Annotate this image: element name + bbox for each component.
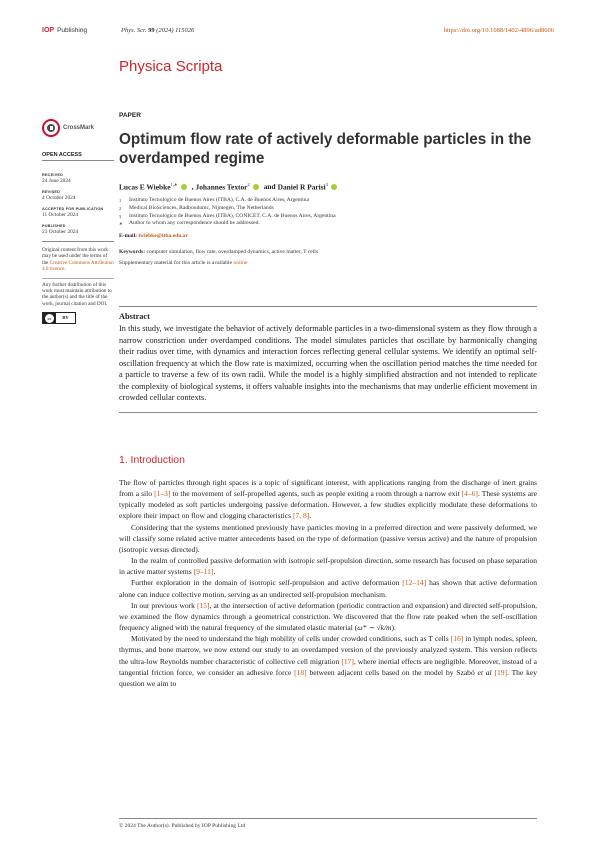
date-value: 24 June 2024 bbox=[42, 178, 71, 184]
article-title: Optimum flow rate of actively deformable particles in the overdamped regime bbox=[119, 131, 532, 167]
citation-ref[interactable]: [18] bbox=[294, 667, 307, 677]
paragraph: Motivated by the need to understand the high mobility of cells under crowded conditions, such as T cells [16] in lymph nodes, spleen, thymus, and bone marrow, we now extend our study to an overdamped version of the previously analyzed system. This version reflects the ultra-low Reynolds number characteristic of collective cell migration [17], where inertial effects are negligible. Moreover, instead of a tangential friction force, we consider an adhesive force [18] between adjacent cells based on the model by Szabó et al [19]. The key question we aim to bbox=[119, 634, 538, 688]
license-link[interactable]: Creative Commons Attribution 4.0 licence bbox=[42, 259, 114, 273]
paragraph: Considering that the systems mentioned previously have particles moving in a preferred direction and were passively deformed, we will classify some related active matter antecedents based on the type of deformation (passive versus active) and the nature of propulsion (isotropic versus directed). bbox=[119, 522, 537, 554]
publisher-logo[interactable] bbox=[42, 27, 87, 34]
date-label: RECEIVED bbox=[42, 173, 64, 177]
citation-ref[interactable]: [15] bbox=[197, 600, 210, 610]
journal-name[interactable]: Physica Scripta bbox=[119, 58, 223, 75]
citation-ref[interactable]: [9–11] bbox=[193, 567, 214, 577]
citation-ref[interactable]: [17] bbox=[341, 656, 354, 666]
introduction-body bbox=[119, 477, 537, 689]
affiliations bbox=[119, 197, 537, 227]
affiliation: ∗ Author to whom any correspondence should be addressed. bbox=[119, 220, 260, 227]
citation-volume: 99 bbox=[148, 27, 155, 34]
orcid-icon[interactable] bbox=[331, 184, 337, 190]
date-label: PUBLISHED bbox=[42, 224, 66, 228]
supplementary-line bbox=[119, 260, 537, 266]
iop-logo-text: IOP bbox=[42, 27, 55, 34]
email-label: E-mail: bbox=[119, 232, 138, 239]
sidebar bbox=[42, 115, 114, 324]
abstract bbox=[119, 306, 537, 413]
paragraph: In the realm of controlled passive deformation with isotropic self-propulsion direction, some research has focused on phase separation in active matter systems [9–11]. bbox=[119, 556, 537, 577]
cc-by-badge[interactable] bbox=[42, 312, 76, 324]
citation-ref[interactable]: [16] bbox=[450, 634, 464, 644]
citation-ref[interactable]: [1–3] bbox=[154, 489, 171, 499]
date-label: REVISED bbox=[42, 190, 61, 194]
date-value: 23 October 2024 bbox=[42, 229, 79, 235]
affiliation: 3 Instituto Tecnológico de Buenos Aires (ITBA), CONICET, C.A. de Buenos Aires, Argentina bbox=[119, 212, 336, 219]
author-name[interactable]: Lucas E Wiebke$^{1,∗}$ bbox=[119, 182, 178, 192]
license-notice bbox=[42, 241, 114, 324]
citation-journal: Phys. Scr. bbox=[121, 27, 147, 34]
doi-link[interactable]: https://doi.org/10.1088/1402-4896/ad8606 bbox=[443, 27, 554, 34]
keywords-label: Keywords: bbox=[119, 248, 146, 255]
by-icon: BY bbox=[56, 313, 75, 323]
author-separator: and bbox=[263, 182, 276, 192]
copyright-footer: © 2024 The Author(s). Published by IOP Publishing Ltd bbox=[119, 818, 537, 829]
page-header bbox=[42, 27, 554, 39]
email-link[interactable]: lwiebke@itba.edu.ar bbox=[138, 232, 189, 239]
abstract-title: Abstract bbox=[119, 312, 150, 321]
article-front-matter bbox=[119, 112, 537, 266]
citation-ref[interactable]: [19] bbox=[494, 667, 508, 677]
date-value: 11 October 2024 bbox=[42, 212, 79, 218]
citation bbox=[121, 27, 194, 34]
publication-dates bbox=[42, 173, 114, 235]
open-access-label: OPEN ACCESS bbox=[42, 152, 114, 161]
math-expression: ω* ∼ √k/m bbox=[357, 623, 392, 633]
crossmark-badge[interactable] bbox=[42, 119, 114, 137]
keywords: computer simulation, flow rate, overdamped dynamics, active matter, T cells bbox=[146, 248, 319, 255]
date-value: 4 October 2024 bbox=[42, 195, 76, 201]
orcid-icon[interactable] bbox=[253, 184, 259, 190]
author-name[interactable]: Daniel R Parisi$^3$ bbox=[277, 182, 328, 192]
paragraph: Further exploration in the domain of isotropic self-propulsion and active deformation [12–14] has shown that active deformation alone can induce collective motion, serving as an undirected self-propulsion mechanism. bbox=[119, 578, 537, 599]
author-list: Lucas E Wiebke$^{1,∗}$ , Johannes Textor$^2$ and Daniel R Parisi$^3$ bbox=[119, 182, 537, 191]
publisher-name: Publishing bbox=[57, 27, 88, 34]
author-name[interactable]: Johannes Textor$^2$ bbox=[195, 182, 250, 192]
supplementary-link[interactable]: online bbox=[233, 259, 248, 266]
article-type: PAPER bbox=[119, 112, 141, 119]
license-text: Original content from this work may be used under the terms of the bbox=[42, 247, 108, 266]
keywords-line bbox=[119, 249, 537, 255]
email-line bbox=[119, 233, 537, 239]
affiliation: 1 Instituto Tecnológico de Buenos Aires (ITBA), C.A. de Buenos Aires, Argentina bbox=[119, 197, 309, 204]
citation-ref[interactable]: [12–14] bbox=[402, 578, 427, 588]
license-paragraph: Original content from this work may be used under the terms of the Creative Commons Attribution 4.0 licence. bbox=[42, 247, 114, 273]
abstract-text: In this study, we investigate the behavior of actively deformable particles in a two-dimensional system as they flow through a narrow constriction under overdamped conditions. The model simulates particles that oscillate by harmonically changing their radius over time, with dynamics and interaction forces reflecting general cellular systems. We identify an optimal self-oscillation frequency at which the flow rate is maximized, occurring when the oscillation period matches the time needed for a particle to traverse a few of its own radii. While the model is a highly simplified abstraction and not intended to replicate the complexity of biological systems, it offers valuable insights into the mechanisms that may underlie efficient movement in crowded cellular contexts. bbox=[119, 324, 537, 403]
paragraph: The flow of particles through tight spaces is a topic of significant interest, with applications ranging from the discharge of inert grains from a silo [1–3] to the movement of self-propelled agents, such as people exiting a room through a narrow exit [4–6]. These systems are typically modeled as soft particles undergoing passive deformation. However, a few studies explicitly modulate these deformations to explore their impact on flow and clogging characteristics [7, 8]. bbox=[119, 478, 537, 521]
citation-ref[interactable]: [7, 8] bbox=[292, 511, 310, 521]
crossmark-label: CrossMark bbox=[63, 125, 95, 131]
orcid-icon[interactable] bbox=[181, 184, 187, 190]
citation-ref[interactable]: [4–6] bbox=[461, 489, 478, 499]
affiliation: 2 Medical BioSciences, Radboudumc, Nijmegen, The Netherlands bbox=[119, 205, 274, 212]
citation-rest: (2024) 115026 bbox=[156, 27, 195, 34]
date-label: ACCEPTED FOR PUBLICATION bbox=[42, 207, 104, 211]
supplementary-text: Supplementary material for this article is available bbox=[119, 259, 233, 266]
section-heading: 1. Introduction bbox=[119, 455, 185, 466]
cc-icon: cc bbox=[45, 314, 54, 323]
paragraph: In our previous work [15], at the intersection of active deformation (periodic contraction and expansion) and directed self-propulsion, we examined the flow dynamics through a geometrical constriction. We discovered that the flow rate peaked when the self-oscillation frequency aligned with the natural frequency of the simulated elastic material (ω* ∼ √k/m). bbox=[119, 600, 537, 633]
license-distribution: Any further distribution of this work must maintain attribution to the author(s) and the title of the work, journal citation and DOI. bbox=[42, 278, 114, 308]
crossmark-icon bbox=[42, 119, 60, 137]
